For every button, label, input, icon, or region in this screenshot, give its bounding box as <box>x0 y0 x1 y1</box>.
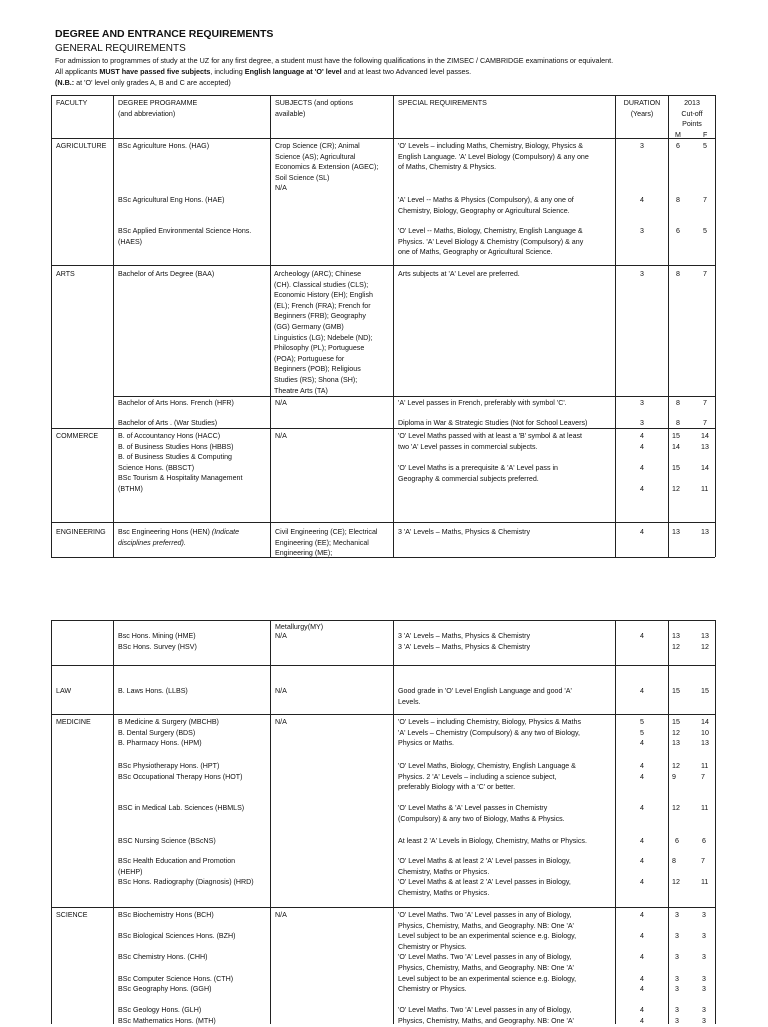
faculty-medicine: MEDICINE <box>56 718 91 726</box>
subjects-agriculture: Crop Science (CR); Animal Science (AS); Agricultural Economics & Extension (AGEC); Soil Science (SL) N/A <box>275 142 379 193</box>
cutoff-f-haes: 5 <box>703 227 707 235</box>
cutoff-m-medicine-1: 15 12 13 <box>672 718 680 748</box>
cutoff-f-baa: 7 <box>703 270 707 278</box>
duration-commerce-1: 4 4 <box>640 432 644 451</box>
cutoff-f-medicine-5: 7 11 <box>701 857 709 887</box>
special-war-studies: Diploma in War & Strategic Studies (Not for School Leavers) <box>398 419 588 427</box>
intro-line-3: (N.B.: at 'O' level only grades A, B and C are accepted) <box>55 78 231 87</box>
col-header-cutoff: 2013 Cut-off Points <box>681 99 703 129</box>
special-commerce-1: 'O' Level Maths passed with at least a 'B' symbol & at least two 'A' Level passes in commercial subjects. <box>398 432 583 451</box>
subjects-commerce: N/A <box>275 432 287 440</box>
cutoff-f-hae: 7 <box>703 196 707 204</box>
degree-llbs: B. Laws Hons. (LLBS) <box>118 687 188 695</box>
faculty-agriculture: AGRICULTURE <box>56 142 107 150</box>
cutoff-f-llbs: 15 <box>701 687 709 695</box>
cutoff-f-medicine-2: 11 7 <box>701 762 709 781</box>
subjects-mining-survey: N/A <box>275 632 287 640</box>
degree-bscns: BSC Nursing Science (BScNS) <box>118 837 216 845</box>
cutoff-f-hag: 5 <box>703 142 707 150</box>
cutoff-m-hfr: 8 <box>676 399 680 407</box>
degree-war-studies: Bachelor of Arts . (War Studies) <box>118 419 218 427</box>
subjects-law: N/A <box>275 687 287 695</box>
subjects-science: N/A <box>275 911 287 919</box>
faculty-law: LAW <box>56 687 72 695</box>
cutoff-m-commerce-4: 12 <box>672 485 680 493</box>
subjects-engineering: Civil Engineering (CE); Electrical Engineering (EE); Mechanical Engineering (ME); <box>275 528 378 558</box>
cutoff-f-hen: 13 <box>701 528 709 536</box>
duration-medicine-1: 5 5 4 <box>640 718 644 748</box>
special-baa: Arts subjects at 'A' Level are preferred. <box>398 270 520 278</box>
degree-hbmls: BSC in Medical Lab. Sciences (HBMLS) <box>118 804 245 812</box>
degree-hen: Bsc Engineering Hons (HEN) (Indicate disciplines preferred). <box>118 528 240 547</box>
cutoff-m-science: 3 3 3 3 3 3 3 <box>675 911 679 1025</box>
cutoff-m-medicine-2: 12 9 <box>672 762 680 781</box>
duration-science: 4 4 4 4 4 4 4 <box>640 911 644 1025</box>
subjects-hfr: N/A <box>275 399 287 407</box>
special-hen: 3 'A' Levels – Maths, Physics & Chemistry <box>398 528 531 536</box>
cutoff-m-haes: 6 <box>676 227 680 235</box>
col-header-special: SPECIAL REQUIREMENTS <box>398 99 487 107</box>
intro-line-1: For admission to programmes of study at the UZ for any first degree, a student must have the following qualifications in the ZIMSEC / CAMBRIDGE examinations or equivalent. <box>55 56 614 65</box>
cutoff-m-commerce-1: 15 14 <box>672 432 680 451</box>
special-medicine-2: 'O' Level Maths, Biology, Chemistry, English Language & Physics. 2 'A' Levels – including a science subject, preferably Biology with a 'C' or better. <box>398 762 576 792</box>
duration-mining: 4 <box>640 632 644 640</box>
duration-bscns: 4 <box>640 837 644 845</box>
degrees-medicine-2: BSc Physiotherapy Hons. (HPT) BSc Occupational Therapy Hons (HOT) <box>118 762 243 781</box>
cutoff-m-mining-survey: 13 12 <box>672 632 680 651</box>
degree-baa: Bachelor of Arts Degree (BAA) <box>118 270 215 278</box>
special-science: 'O' Level Maths. Two 'A' Level passes in any of Biology, Physics, Chemistry, Maths, and Geography. NB: One 'A' Level subject to be an experimental science e.g. Biology, Chemistry or Physics. 'O' Level Maths. Two 'A' Level passes in any of Biology, Physics, Chemistry, Maths, and Geography. NB: One 'A' Level subject to be an experimental science e.g. Biology, Chemistry or Physics. 'O' Level Maths. Two 'A' Level passes in any of Biology, Physics, Chemistry, Maths, and Geography. NB: One 'A' <box>398 911 577 1025</box>
duration-commerce-3: 4 <box>640 464 644 472</box>
duration-hfr: 3 <box>640 399 644 407</box>
faculty-science: SCIENCE <box>56 911 88 919</box>
col-header-degree: DEGREE PROGRAMME (and abbreviation) <box>118 99 198 118</box>
special-haes: 'O' Level -- Maths, Biology, Chemistry, English Language & Physics. 'A' Level Biology & Chemistry (Compulsory) & any one of Maths, Geography or Agricultural Science. <box>398 227 584 257</box>
faculty-commerce: COMMERCE <box>56 432 99 440</box>
col-header-duration: DURATION (Years) <box>623 99 661 118</box>
degrees-commerce: B. of Accountancy Hons (HACC) B. of Business Studies Hons (HBBS) B. of Business Studies & Computing Science Hons. (BBSCT) BSc Tourism & Hospitality Management (BTHM) <box>118 432 243 493</box>
cutoff-m-hen: 13 <box>672 528 680 536</box>
subjects-metallurgy: Metallurgy(MY) <box>275 623 324 631</box>
duration-commerce-4: 4 <box>640 485 644 493</box>
degree-haes: BSc Applied Environmental Science Hons. (HAES) <box>118 227 252 246</box>
faculty-arts: ARTS <box>56 270 75 278</box>
cutoff-f-hfr: 7 <box>703 399 707 407</box>
duration-hae: 4 <box>640 196 644 204</box>
cutoff-m-war-studies: 8 <box>676 419 680 427</box>
special-bscns: At least 2 'A' Levels in Biology, Chemistry, Maths or Physics. <box>398 837 587 845</box>
degrees-medicine-5: BSc Health Education and Promotion (HEHP) BSc Hons. Radiography (Diagnosis) (HRD) <box>118 857 254 887</box>
cutoff-f-commerce-4: 11 <box>701 485 709 493</box>
degrees-science: BSc Biochemistry Hons (BCH) BSc Biological Sciences Hons. (BZH) BSc Chemistry Hons. (CHH) BSc Computer Science Hons. (CTH) BSc Geography Hons. (GGH) BSc Geology Hons. (GLH) BSc Mathematics Hons. (MTH) <box>118 911 236 1025</box>
page-title: DEGREE AND ENTRANCE REQUIREMENTS <box>55 28 274 40</box>
duration-hag: 3 <box>640 142 644 150</box>
duration-medicine-2: 4 4 <box>640 762 644 781</box>
duration-war-studies: 3 <box>640 419 644 427</box>
section-subtitle: GENERAL REQUIREMENTS <box>55 43 186 54</box>
degrees-medicine-1: B Medicine & Surgery (MBCHB) B. Dental Surgery (BDS) B. Pharmacy Hons. (HPM) <box>118 718 219 748</box>
degree-hfr: Bachelor of Arts Hons. French (HFR) <box>118 399 234 407</box>
subjects-medicine: N/A <box>275 718 287 726</box>
col-header-subjects: SUBJECTS (and options available) <box>275 99 354 118</box>
special-hfr: 'A' Level passes in French, preferably with symbol 'C'. <box>398 399 567 407</box>
cutoff-f-war-studies: 7 <box>703 419 707 427</box>
duration-haes: 3 <box>640 227 644 235</box>
special-commerce-2: 'O' Level Maths is a prerequisite & 'A' Level pass in Geography & commercial subjects preferred. <box>398 464 558 483</box>
intro-line-2: All applicants MUST have passed five subjects, including English language at 'O' level and at least two Advanced level passes. <box>55 67 472 76</box>
cutoff-m-hae: 8 <box>676 196 680 204</box>
duration-hbmls: 4 <box>640 804 644 812</box>
degree-hag: BSc Agriculture Hons. (HAG) <box>118 142 210 150</box>
cutoff-f-medicine-1: 14 10 13 <box>701 718 709 748</box>
cutoff-f-science: 3 3 3 3 3 3 3 <box>702 911 706 1025</box>
duration-hen: 4 <box>640 528 644 536</box>
cutoff-m-commerce-3: 15 <box>672 464 680 472</box>
faculty-engineering: ENGINEERING <box>56 528 106 536</box>
duration-baa: 3 <box>640 270 644 278</box>
cutoff-f-commerce-1: 14 13 <box>701 432 709 451</box>
col-header-faculty: FACULTY <box>56 99 88 107</box>
cutoff-m-hbmls: 12 <box>672 804 680 812</box>
cutoff-m-hag: 6 <box>676 142 680 150</box>
cutoff-f-commerce-3: 14 <box>701 464 709 472</box>
degrees-mining-survey: Bsc Hons. Mining (HME) BSc Hons. Survey (HSV) <box>118 632 197 651</box>
special-mining-survey: 3 'A' Levels – Maths, Physics & Chemistry 3 'A' Levels – Maths, Physics & Chemistry <box>398 632 531 651</box>
cutoff-m-llbs: 15 <box>672 687 680 695</box>
subjects-arts: Archeology (ARC); Chinese (CH). Classical studies (CLS); Economic History (EH); English (EL); French (FRA); French for Beginners (FRB); Geography (GG) Germany (GMB) Linguistics (LG); Ndebele (ND); Philosophy (PL); Portuguese (POA); Portuguese for Beginners (POB); Religious Studies (RS); Shona (SH); Theatre Arts (TA) <box>274 270 373 395</box>
special-hae: 'A' Level -- Maths & Physics (Compulsory), & any one of Chemistry, Biology, Geography or Agricultural Science. <box>398 196 574 215</box>
special-llbs: Good grade in 'O' Level English Language and good 'A' Levels. <box>398 687 572 706</box>
duration-llbs: 4 <box>640 687 644 695</box>
cutoff-m-bscns: 6 <box>675 837 679 845</box>
cutoff-f-hbmls: 11 <box>701 804 709 812</box>
degree-hae: BSc Agricultural Eng Hons. (HAE) <box>118 196 225 204</box>
cutoff-f-bscns: 6 <box>702 837 706 845</box>
special-medicine-5: 'O' Level Maths & at least 2 'A' Level passes in Biology, Chemistry, Maths or Physics. 'O' Level Maths & at least 2 'A' Level passes in Biology, Chemistry, Maths or Physics. <box>398 857 571 897</box>
cutoff-m-medicine-5: 8 12 <box>672 857 680 887</box>
special-hag: 'O' Levels – including Maths, Chemistry, Biology, Physics & English Language. 'A' Level Biology (Compulsory) & any one of Maths, Chemistry & Physics. <box>398 142 589 172</box>
special-medicine-1: 'O' Levels – including Chemistry, Biology, Physics & Maths 'A' Levels – Chemistry (Compulsory) & any two of Biology, Physics or Maths. <box>398 718 582 748</box>
special-hbmls: 'O' Level Maths & 'A' Level passes in Chemistry (Compulsory) & any two of Biology, Maths & Physics. <box>398 804 565 823</box>
col-header-f: F <box>703 131 708 139</box>
cutoff-f-mining-survey: 13 12 <box>701 632 709 651</box>
duration-medicine-5: 4 4 <box>640 857 644 887</box>
cutoff-m-baa: 8 <box>676 270 680 278</box>
col-header-m: M <box>675 131 681 139</box>
